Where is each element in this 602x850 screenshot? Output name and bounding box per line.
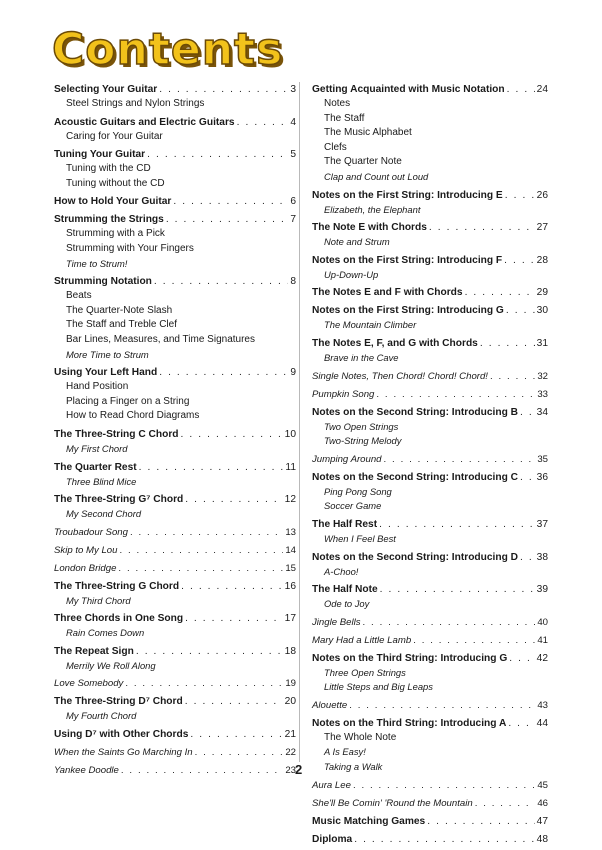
toc-subentry: The Whole Note [324, 731, 397, 743]
toc-entry[interactable] [312, 387, 548, 402]
toc-page-number: 17 [284, 613, 296, 625]
dot-leader [376, 387, 535, 402]
dot-leader [185, 611, 283, 626]
dot-leader [475, 796, 536, 811]
toc-entry[interactable] [312, 698, 548, 713]
dot-leader [125, 676, 283, 691]
dot-leader [181, 427, 283, 442]
toc-entry-heading[interactable] [312, 651, 548, 666]
toc-entry-title: Single Notes, Then Chord! Chord! Chord! [312, 370, 488, 382]
toc-entry-heading[interactable] [54, 274, 296, 289]
toc-subentry: Note and Strum [324, 236, 390, 248]
toc-page-number: 5 [290, 149, 296, 161]
toc-entry-title: Pumpkin Song [312, 388, 375, 400]
toc-entry-heading[interactable] [312, 285, 548, 300]
dot-leader [181, 579, 283, 594]
toc-entry-heading[interactable] [312, 220, 548, 235]
toc-subentry: Tuning without the CD [66, 177, 165, 189]
toc-entry-heading[interactable] [312, 405, 548, 420]
toc-entry-heading[interactable] [54, 525, 296, 540]
toc-entry-heading[interactable] [54, 676, 296, 691]
dot-leader [480, 336, 535, 351]
toc-subentry: Tuning with the CD [66, 163, 151, 175]
toc-entry-heading[interactable] [54, 365, 296, 380]
toc-entry-heading[interactable] [312, 716, 548, 731]
toc-entry[interactable] [312, 452, 548, 467]
toc-subentry: The Staff [324, 112, 365, 124]
toc-page-number: 22 [285, 747, 296, 759]
toc-entry[interactable] [312, 796, 548, 811]
toc-page-number: 46 [537, 797, 548, 809]
toc-subentry: The Quarter-Note Slash [66, 304, 173, 316]
toc-entry-title: The Three-String D⁷ Chord [54, 696, 183, 708]
toc-entry-title: Using D⁷ with Other Chords [54, 729, 189, 741]
toc-page-number: 14 [285, 544, 296, 556]
toc-entry-heading[interactable] [54, 194, 296, 209]
toc-subentry: My First Chord [66, 442, 128, 454]
toc-page-number: 3 [290, 84, 296, 95]
toc-page-number: 43 [537, 699, 548, 711]
toc-entry[interactable] [312, 285, 548, 300]
toc-subentry: How to Read Chord Diagrams [66, 410, 200, 422]
toc-page-number: 31 [536, 337, 548, 349]
toc-subentry: Bar Lines, Measures, and Time Signatures [66, 333, 255, 345]
toc-subentry: The Mountain Climber [324, 319, 417, 331]
dot-leader [520, 470, 535, 485]
toc-entry-title: Notes on the Third String: Introducing A [312, 717, 507, 729]
toc-entry-title: The Notes E and F with Chords [312, 287, 463, 299]
toc-page-number: 39 [536, 584, 548, 596]
toc-subentry: Two-String Melody [324, 435, 402, 447]
toc-entry[interactable] [312, 220, 548, 250]
toc-entry-heading[interactable] [54, 644, 296, 659]
toc-entry[interactable] [54, 525, 296, 540]
toc-entry-title: Aura Lee [312, 779, 351, 791]
toc-entry[interactable] [54, 644, 296, 674]
dot-leader [136, 644, 283, 659]
toc-entry-heading[interactable] [312, 517, 548, 532]
toc-entry[interactable] [312, 253, 548, 283]
dot-leader [139, 460, 284, 475]
toc-page-number: 16 [284, 580, 296, 592]
toc-entry-heading[interactable] [54, 561, 296, 576]
toc-subentry: Placing a Finger on a String [66, 395, 190, 407]
dot-leader [154, 274, 288, 289]
toc-subentry: Rain Comes Down [66, 627, 145, 639]
toc-entry-title: Alouette [312, 699, 348, 711]
toc-entry-title: Acoustic Guitars and Electric Guitars [54, 116, 235, 128]
toc-entry-heading[interactable] [312, 832, 548, 847]
toc-entry-heading[interactable] [312, 336, 548, 351]
toc-page-number: 41 [537, 634, 548, 646]
toc-page-number: 27 [536, 222, 548, 234]
toc-entry-heading[interactable] [54, 147, 296, 162]
dot-leader [506, 303, 535, 318]
toc-entry[interactable] [312, 188, 548, 218]
toc-entry-title: Troubadour Song [54, 526, 128, 538]
toc-entry[interactable] [312, 814, 548, 829]
toc-entry[interactable] [312, 369, 548, 384]
toc-entry-heading[interactable] [54, 543, 296, 558]
toc-entry-heading[interactable] [312, 796, 548, 811]
toc-entry[interactable] [54, 694, 296, 724]
toc-page-number: 36 [536, 471, 548, 483]
toc-entry-title: Yankee Doodle [54, 765, 119, 777]
toc-subentry: Up-Down-Up [324, 268, 379, 280]
toc-entry-heading[interactable] [312, 452, 548, 467]
toc-page-number: 19 [285, 678, 296, 690]
toc-entry-title: Three Chords in One Song [54, 613, 184, 625]
toc-page-number: 23 [285, 765, 296, 777]
toc-entry-title: The Half Note [312, 584, 378, 596]
toc-entry-heading[interactable] [54, 492, 296, 507]
toc-entry[interactable] [54, 727, 296, 742]
toc-page-number: 7 [290, 214, 296, 226]
toc-entry[interactable] [54, 365, 296, 424]
toc-entry-heading[interactable] [312, 470, 548, 485]
toc-page-number: 32 [537, 370, 548, 382]
dot-leader [429, 220, 535, 235]
toc-subentry: Three Blind Mice [66, 475, 137, 487]
column-divider [299, 82, 300, 762]
toc-page-number: 29 [536, 287, 548, 299]
dot-leader [380, 582, 535, 597]
toc-subentry: Brave in the Cave [324, 351, 399, 363]
toc-entry-heading[interactable] [54, 763, 296, 778]
toc-subentry: The Quarter Note [324, 156, 402, 168]
toc-entry-title: Tuning Your Guitar [54, 149, 146, 161]
toc-entry[interactable] [312, 615, 548, 630]
dot-leader [465, 285, 535, 300]
toc-entry-title: The Three-String G Chord [54, 580, 180, 592]
toc-entry[interactable] [312, 633, 548, 648]
toc-entry-title: The Half Rest [312, 518, 378, 530]
toc-entry-title: Jumping Around [312, 453, 382, 465]
toc-entry[interactable] [312, 582, 548, 612]
toc-entry[interactable] [54, 194, 296, 209]
toc-page-number: 35 [537, 453, 548, 465]
toc-entry-title: The Three-String C Chord [54, 428, 179, 440]
toc-entry-title: Using Your Left Hand [54, 367, 158, 379]
dot-leader [509, 651, 534, 666]
toc-subentry: Taking a Walk [324, 761, 383, 773]
dot-leader [121, 763, 283, 778]
dot-leader [130, 525, 283, 540]
toc-subentry: My Second Chord [66, 508, 142, 520]
toc-entry-heading[interactable] [312, 550, 548, 565]
dot-leader [119, 543, 283, 558]
toc-subentry: Clefs [324, 141, 347, 153]
dot-leader [159, 82, 288, 97]
page-title: Contents [52, 24, 284, 75]
toc-entry-title: Jingle Bells [312, 616, 361, 628]
toc-entry-heading[interactable] [54, 727, 296, 742]
dot-leader [379, 517, 535, 532]
dot-leader [190, 727, 282, 742]
toc-page-number: 13 [285, 526, 296, 538]
dot-leader [490, 369, 535, 384]
toc-page-number: 30 [536, 305, 548, 317]
toc-subentry: Ping Pong Song [324, 485, 392, 497]
dot-leader [363, 615, 536, 630]
toc-entry-heading[interactable] [312, 253, 548, 268]
toc-entry-title: Notes on the First String: Introducing G [312, 305, 504, 317]
toc-subentry: Caring for Your Guitar [66, 130, 163, 142]
toc-page-number: 18 [284, 645, 296, 657]
page-number: 2 [295, 762, 303, 777]
toc-page-number: 44 [536, 717, 548, 729]
toc-entry-heading[interactable] [312, 387, 548, 402]
toc-subentry: The Music Alphabet [324, 127, 412, 139]
toc-subentry: My Fourth Chord [66, 710, 137, 722]
toc-entry[interactable] [54, 427, 296, 457]
toc-entry[interactable] [54, 115, 296, 145]
toc-subentry: Merrily We Roll Along [66, 659, 156, 671]
toc-entry-title: Skip to My Lou [54, 544, 118, 556]
toc-entry[interactable] [54, 676, 296, 691]
toc-entry-heading[interactable] [312, 369, 548, 384]
toc-entry-title: Strumming Notation [54, 276, 152, 288]
dot-leader [353, 778, 535, 793]
dot-leader [185, 492, 282, 507]
toc-page-number: 40 [537, 616, 548, 628]
toc-entry-heading[interactable] [54, 212, 296, 227]
toc-entry-title: When the Saints Go Marching In [54, 747, 193, 759]
toc-subentry: Strumming with a Pick [66, 228, 165, 240]
toc-entry-heading[interactable] [312, 303, 548, 318]
dot-leader [520, 405, 535, 420]
toc-entry-title: The Notes E, F, and G with Chords [312, 337, 478, 349]
toc-subentry: Soccer Game [324, 500, 382, 512]
toc-subentry: Notes [324, 98, 351, 109]
toc-right-column [312, 82, 548, 850]
toc-page-number: 45 [537, 779, 548, 791]
toc-subentry: Time to Strum! [66, 257, 128, 269]
dot-leader [185, 694, 283, 709]
toc-page-number: 8 [290, 276, 296, 288]
toc-subentry: When I Feel Best [324, 532, 396, 544]
dot-leader [508, 716, 534, 731]
toc-page-number: 21 [284, 729, 296, 741]
toc-entry[interactable] [54, 460, 296, 490]
toc-entry[interactable] [312, 336, 548, 366]
toc-entry[interactable] [54, 745, 296, 760]
toc-subentry: The Staff and Treble Clef [66, 319, 177, 331]
dot-leader [349, 698, 535, 713]
toc-entry[interactable] [54, 274, 296, 362]
toc-page-number: 4 [290, 116, 296, 128]
toc-entry[interactable] [312, 778, 548, 793]
toc-entry-title: The Three-String G⁷ Chord [54, 494, 184, 506]
toc-entry-title: Music Matching Games [312, 815, 426, 827]
toc-entry-title: Love Somebody [54, 678, 124, 690]
toc-entry-title: The Note E with Chords [312, 222, 427, 234]
toc-entry[interactable] [54, 579, 296, 609]
toc-page-number: 20 [284, 696, 296, 708]
toc-page-number: 47 [536, 815, 548, 827]
dot-leader [118, 561, 283, 576]
toc-page-number: 26 [536, 189, 548, 201]
dot-leader [166, 212, 289, 227]
toc-page-number: 12 [284, 494, 296, 506]
toc-entry[interactable] [312, 550, 548, 580]
dot-leader [354, 832, 534, 847]
dot-leader [173, 194, 288, 209]
toc-page-number: 24 [536, 84, 548, 95]
toc-page-number: 48 [536, 833, 548, 845]
dot-leader [384, 452, 536, 467]
toc-entry-heading[interactable] [54, 460, 296, 475]
toc-entry[interactable] [54, 543, 296, 558]
toc-entry[interactable] [312, 832, 548, 847]
toc-entry[interactable] [54, 212, 296, 271]
toc-entry-title: Notes on the Second String: Introducing B [312, 406, 519, 418]
toc-entry-title: Mary Had a Little Lamb [312, 634, 412, 646]
toc-entry-title: The Quarter Rest [54, 461, 137, 473]
toc-entry[interactable] [54, 763, 296, 778]
toc-page-number: 38 [536, 551, 548, 563]
toc-entry-heading[interactable] [312, 814, 548, 829]
toc-entry-heading[interactable] [312, 633, 548, 648]
toc-page-number: 11 [285, 461, 296, 473]
toc-entry-title: Strumming the Strings [54, 214, 164, 226]
toc-entry-heading[interactable] [312, 778, 548, 793]
toc-page-number: 6 [290, 196, 296, 208]
dot-leader [507, 82, 535, 97]
toc-subentry: Elizabeth, the Elephant [324, 203, 421, 215]
toc-entry-heading[interactable] [54, 694, 296, 709]
dot-leader [159, 365, 288, 380]
toc-entry[interactable] [54, 82, 296, 112]
toc-entry-heading[interactable] [54, 427, 296, 442]
toc-entry-heading[interactable] [54, 115, 296, 130]
toc-entry-heading[interactable] [54, 579, 296, 594]
toc-entry[interactable] [312, 82, 548, 185]
toc-entry-title: Notes on the Second String: Introducing D [312, 551, 519, 563]
toc-subentry: Two Open Strings [324, 420, 399, 432]
toc-subentry: Clap and Count out Loud [324, 170, 429, 182]
dot-leader [237, 115, 289, 130]
toc-subentry: Ode to Joy [324, 598, 370, 610]
toc-entry[interactable] [312, 405, 548, 449]
toc-page-number: 42 [536, 652, 548, 664]
toc-page-number: 34 [536, 406, 548, 418]
toc-entry[interactable] [312, 651, 548, 695]
toc-entry-heading[interactable] [312, 82, 548, 97]
toc-page-number: 28 [536, 254, 548, 266]
toc-page-number: 37 [536, 518, 548, 530]
toc-subentry: Hand Position [66, 381, 129, 393]
toc-entry-title: Notes on the Second String: Introducing C [312, 471, 519, 483]
toc-subentry: A-Choo! [324, 565, 359, 577]
toc-entry-title: Diploma [312, 833, 353, 845]
toc-entry-heading[interactable] [312, 698, 548, 713]
toc-entry-heading[interactable] [312, 188, 548, 203]
dot-leader [413, 633, 535, 648]
toc-entry[interactable] [312, 470, 548, 514]
toc-entry-title: The Repeat Sign [54, 645, 134, 657]
toc-subentry: Strumming with Your Fingers [66, 242, 194, 254]
toc-entry[interactable] [54, 492, 296, 522]
toc-entry[interactable] [312, 303, 548, 333]
toc-subentry: Beats [66, 290, 92, 302]
dot-leader [520, 550, 535, 565]
toc-entry[interactable] [312, 517, 548, 547]
toc-entry[interactable] [54, 611, 296, 641]
toc-entry-title: Notes on the First String: Introducing E [312, 189, 503, 201]
toc-entry-title: How to Hold Your Guitar [54, 196, 172, 208]
dot-leader [195, 745, 284, 760]
toc-page-number: 33 [537, 388, 548, 400]
toc-entry[interactable] [54, 147, 296, 191]
toc-entry-heading[interactable] [54, 611, 296, 626]
toc-entry-title: Selecting Your Guitar [54, 84, 158, 95]
toc-entry-title: Notes on the First String: Introducing F [312, 254, 503, 266]
toc-subentry: Three Open Strings [324, 666, 406, 678]
toc-subentry: More Time to Strum [66, 348, 149, 360]
dot-leader [504, 253, 535, 268]
toc-page-number: 10 [284, 428, 296, 440]
toc-subentry: A Is Easy! [324, 746, 366, 758]
toc-subentry: Steel Strings and Nylon Strings [66, 98, 205, 109]
toc-entry-title: London Bridge [54, 562, 117, 574]
toc-subentry: Little Steps and Big Leaps [324, 681, 433, 693]
toc-subentry: My Third Chord [66, 594, 131, 606]
toc-entry[interactable] [312, 716, 548, 775]
toc-entry-heading[interactable] [54, 82, 296, 97]
dot-leader [505, 188, 535, 203]
dot-leader [427, 814, 534, 829]
toc-entry-heading[interactable] [312, 615, 548, 630]
toc-entry[interactable] [54, 561, 296, 576]
toc-entry-title: Getting Acquainted with Music Notation [312, 84, 505, 95]
toc-entry-heading[interactable] [312, 582, 548, 597]
toc-entry-heading[interactable] [54, 745, 296, 760]
dot-leader [147, 147, 288, 162]
toc-left-column [54, 82, 296, 781]
toc-entry-title: She'll Be Comin' 'Round the Mountain [312, 797, 473, 809]
toc-page-number: 15 [285, 562, 296, 574]
toc-entry-title: Notes on the Third String: Introducing G [312, 652, 508, 664]
toc-page-number: 9 [290, 367, 296, 379]
